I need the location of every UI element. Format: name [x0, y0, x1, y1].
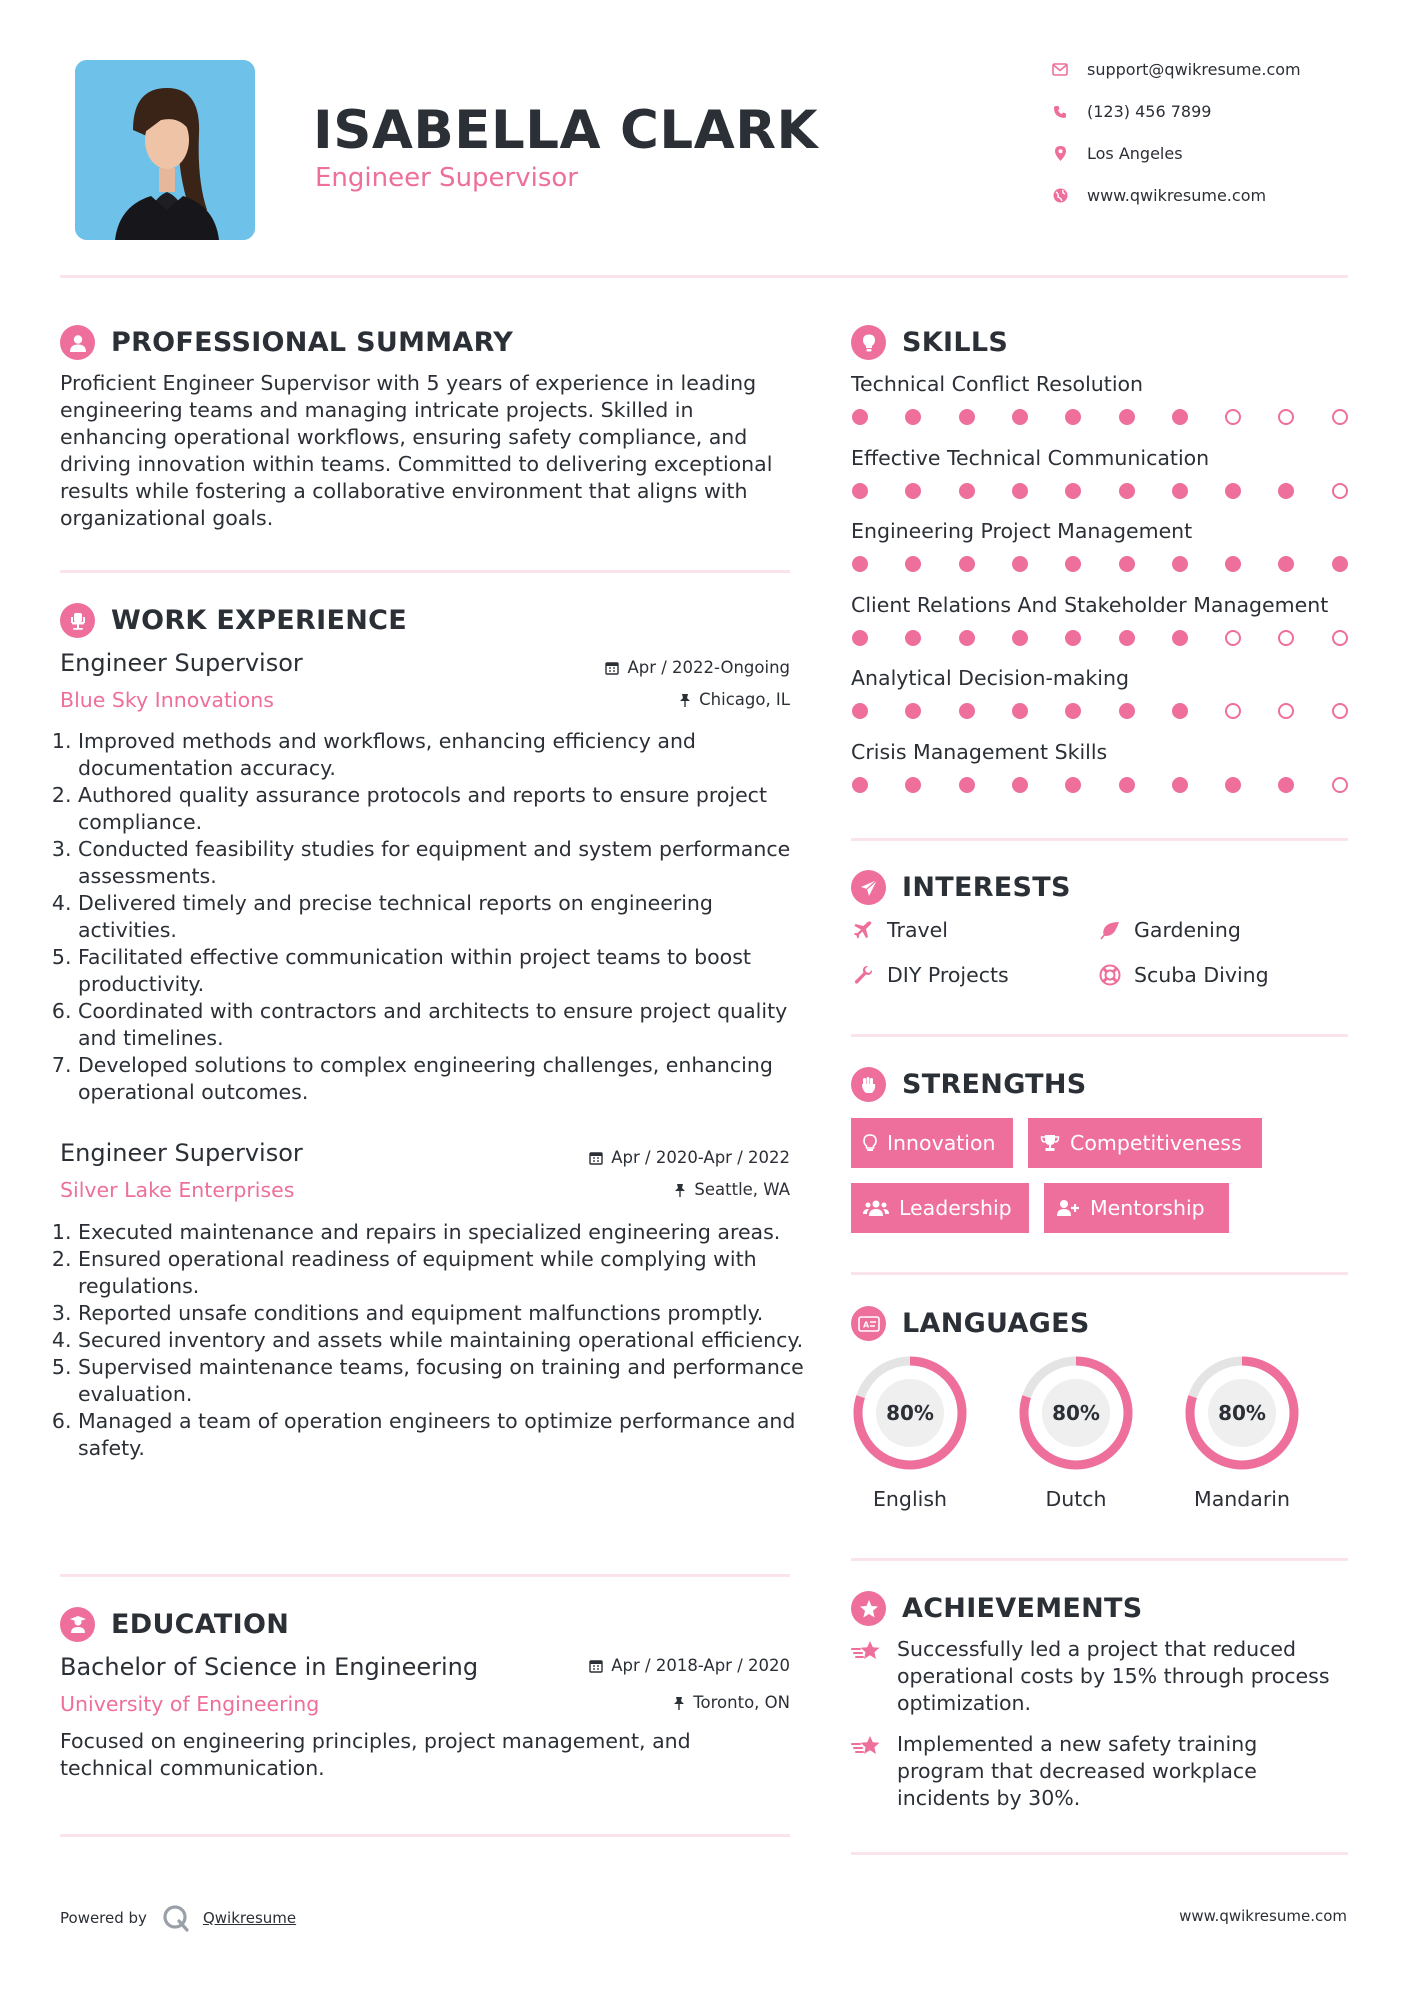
language-item: [1011, 1351, 1141, 1511]
education-title: EDUCATION: [111, 1609, 290, 1640]
rating-dot-empty: [1332, 703, 1348, 719]
skills-heading: [851, 325, 1008, 360]
contact-website-text: www.qwikresume.com: [1087, 186, 1267, 205]
interest-diy-projects: [851, 963, 1009, 987]
rating-dot-filled: [959, 483, 975, 499]
lightbulb-icon: [851, 325, 886, 360]
job-2-company: Silver Lake Enterprises: [60, 1178, 295, 1202]
rating-dot-empty: [1278, 703, 1294, 719]
rating-dot-empty: [1332, 483, 1348, 499]
education-degree: Bachelor of Science in Engineering: [60, 1653, 479, 1681]
lightbulb-icon: [863, 1134, 877, 1152]
strength-tag-competitiveness: [1028, 1118, 1262, 1168]
contact-phone-text: (123) 456 7899: [1087, 102, 1212, 121]
pushpin-icon: [674, 1183, 686, 1197]
achievement-text: Implemented a new safety training program that decreased workplace incidents by 30%.: [897, 1732, 1258, 1810]
skills-title: SKILLS: [902, 327, 1009, 358]
rating-dot-filled: [852, 777, 868, 793]
duty-item: 1. Improved methods and workflows, enhancing efficiency and documentation accuracy.: [78, 728, 818, 782]
duty-item: 6. Coordinated with contractors and architects to ensure project quality and timelines.: [78, 998, 818, 1052]
interests-divider: [851, 1034, 1348, 1037]
interest-travel: [851, 918, 948, 942]
shooting-star-icon: [851, 1636, 885, 1717]
rating-dot-filled: [1065, 703, 1081, 719]
experience-divider: [60, 1574, 790, 1577]
education-dates: [589, 1656, 790, 1675]
language-percent-label: 80%: [1052, 1401, 1100, 1425]
strength-label: Competitiveness: [1070, 1131, 1242, 1155]
footer-website[interactable]: www.qwikresume.com: [1179, 1907, 1347, 1925]
skill-name: Effective Technical Communication: [851, 445, 1210, 470]
svg-text:A: A: [862, 1320, 869, 1329]
language-card-icon: [851, 1306, 886, 1341]
experience-title: WORK EXPERIENCE: [111, 605, 407, 636]
calendar-icon: [589, 1151, 603, 1165]
skill-name: Crisis Management Skills: [851, 739, 1108, 764]
rating-dot-filled: [1278, 483, 1294, 499]
office-chair-icon: [60, 603, 95, 638]
rating-dot-filled: [852, 630, 868, 646]
strengths-heading: [851, 1067, 1087, 1102]
interest-label: DIY Projects: [887, 963, 1009, 987]
strength-tag-innovation: [851, 1118, 1013, 1168]
rating-dot-filled: [905, 777, 921, 793]
skill-rating: [852, 409, 1352, 427]
rating-dot-filled: [1172, 630, 1188, 646]
education-divider: [60, 1834, 790, 1837]
duty-item: 4. Secured inventory and assets while maintaining operational efficiency.: [78, 1327, 818, 1354]
rating-dot-empty: [1225, 630, 1241, 646]
rating-dot-filled: [1119, 556, 1135, 572]
summary-title: PROFESSIONAL SUMMARY: [111, 327, 514, 358]
rating-dot-filled: [959, 556, 975, 572]
person-portrait-icon: [75, 60, 255, 240]
skill-rating: [852, 483, 1352, 501]
rating-dot-filled: [1172, 703, 1188, 719]
header-divider: [60, 275, 1348, 278]
rating-dot-filled: [1012, 630, 1028, 646]
rating-dot-filled: [959, 777, 975, 793]
rating-dot-filled: [1012, 409, 1028, 425]
duty-item: 5. Facilitated effective communication within project teams to boost productivity.: [78, 944, 818, 998]
summary-text: Proficient Engineer Supervisor with 5 years of experience in leading engineering teams and managing intricate projects. Skilled in enhancing operational workflows, ensuring safety compliance, and driving innovation within teams. Committed to delivering exceptional results while fostering a collaborative environment that aligns with organizational goals.: [60, 371, 773, 530]
strengths-divider: [851, 1272, 1348, 1275]
rating-dot-empty: [1332, 630, 1348, 646]
rating-dot-filled: [1119, 703, 1135, 719]
fist-icon: [851, 1067, 886, 1102]
location-pin-icon: [1052, 146, 1068, 162]
duty-item: 3. Reported unsafe conditions and equipment malfunctions promptly.: [78, 1300, 818, 1327]
leaf-icon: [1098, 918, 1122, 942]
interest-scuba-diving: [1098, 963, 1269, 987]
duty-item: 4. Delivered timely and precise technical reports on engineering activities.: [78, 890, 818, 944]
plane-icon: [851, 918, 875, 942]
job-1-dates: [605, 658, 790, 677]
rating-dot-filled: [852, 483, 868, 499]
strengths-title: STRENGTHS: [902, 1069, 1087, 1100]
calendar-icon: [589, 1659, 603, 1673]
rating-dot-filled: [852, 409, 868, 425]
duty-item: 1. Executed maintenance and repairs in specialized engineering areas.: [78, 1219, 818, 1246]
interests-title: INTERESTS: [902, 872, 1071, 903]
rating-dot-filled: [1119, 483, 1135, 499]
education-location: [673, 1693, 790, 1712]
contact-phone[interactable]: [1052, 102, 1211, 121]
rating-dot-empty: [1332, 409, 1348, 425]
language-progress-ring: [848, 1351, 972, 1475]
language-item: [845, 1351, 975, 1511]
achievements-title: ACHIEVEMENTS: [902, 1593, 1143, 1624]
phone-icon: [1052, 104, 1068, 120]
rating-dot-filled: [905, 556, 921, 572]
skill-rating: [852, 703, 1352, 721]
rating-dot-filled: [1119, 777, 1135, 793]
duty-item: 2. Ensured operational readiness of equipment while complying with regulations.: [78, 1246, 818, 1300]
skill-name: Client Relations And Stakeholder Management: [851, 592, 1329, 617]
life-ring-icon: [1098, 963, 1122, 987]
languages-heading: [851, 1306, 1090, 1341]
skill-name: Engineering Project Management: [851, 519, 1193, 543]
job-1-company: Blue Sky Innovations: [60, 688, 274, 712]
education-text: Focused on engineering principles, project management, and technical communication.: [60, 1729, 691, 1780]
contact-email[interactable]: [1052, 60, 1301, 79]
rating-dot-filled: [1172, 483, 1188, 499]
achievements-divider: [851, 1852, 1348, 1855]
powered-by-text: Powered by: [60, 1909, 147, 1927]
skills-divider: [851, 838, 1348, 841]
rating-dot-filled: [959, 630, 975, 646]
education-location-text: Toronto, ON: [693, 1693, 790, 1712]
user-plus-icon: [1056, 1199, 1080, 1217]
rating-dot-filled: [1172, 556, 1188, 572]
skill-rating: [852, 777, 1352, 795]
users-icon: [863, 1199, 889, 1217]
achievement-item: [851, 1731, 1341, 1812]
pushpin-icon: [679, 693, 691, 707]
achievements-heading: [851, 1591, 1143, 1626]
language-percent-label: 80%: [886, 1401, 934, 1425]
rating-dot-filled: [1172, 777, 1188, 793]
candidate-name: ISABELLA CLARK: [313, 100, 819, 161]
education-heading: [60, 1607, 289, 1642]
rating-dot-empty: [1225, 703, 1241, 719]
rating-dot-filled: [905, 483, 921, 499]
summary-divider: [60, 570, 790, 573]
interest-label: Travel: [887, 918, 948, 942]
language-name: Dutch: [1045, 1487, 1107, 1511]
wrench-icon: [851, 963, 875, 987]
language-percent-label: 80%: [1218, 1401, 1266, 1425]
languages-title: LANGUAGES: [902, 1308, 1090, 1339]
interest-gardening: [1098, 918, 1241, 942]
job-1-location-text: Chicago, IL: [699, 690, 790, 709]
rating-dot-filled: [1225, 483, 1241, 499]
duty-item: 5. Supervised maintenance teams, focusing on training and performance evaluation.: [78, 1354, 818, 1408]
rating-dot-empty: [1278, 409, 1294, 425]
achievement-text: Successfully led a project that reduced operational costs by 15% through process optimization.: [897, 1637, 1330, 1715]
education-school: University of Engineering: [60, 1692, 320, 1716]
job-1-duties: [60, 728, 818, 1106]
job-2-title: Engineer Supervisor: [60, 1139, 303, 1167]
interest-label: Gardening: [1134, 918, 1241, 942]
rating-dot-filled: [852, 556, 868, 572]
job-2-location-text: Seattle, WA: [694, 1180, 790, 1199]
rating-dot-filled: [1012, 703, 1028, 719]
contact-website[interactable]: [1052, 186, 1266, 205]
strength-label: Leadership: [899, 1196, 1012, 1220]
skill-name: Technical Conflict Resolution: [851, 372, 1144, 396]
language-progress-ring: [1014, 1351, 1138, 1475]
rating-dot-filled: [1065, 556, 1081, 572]
contact-location-text: Los Angeles: [1087, 144, 1183, 163]
strength-label: Innovation: [887, 1131, 996, 1155]
skill-rating: [852, 556, 1352, 574]
strength-label: Mentorship: [1090, 1196, 1205, 1220]
rating-dot-filled: [1119, 409, 1135, 425]
duty-item: 7. Developed solutions to complex engineering challenges, enhancing operational outcomes.: [78, 1052, 818, 1106]
contact-location: [1052, 144, 1183, 163]
shooting-star-icon: [851, 1731, 885, 1812]
user-icon: [60, 325, 95, 360]
rating-dot-filled: [1225, 777, 1241, 793]
rating-dot-filled: [1278, 556, 1294, 572]
envelope-icon: [1052, 62, 1068, 78]
experience-heading: [60, 603, 407, 638]
job-2-dates: [589, 1148, 790, 1167]
duty-item: 3. Conducted feasibility studies for equipment and system performance assessments.: [78, 836, 818, 890]
profile-photo: [75, 60, 255, 240]
job-2-dates-text: Apr / 2020-Apr / 2022: [611, 1148, 790, 1167]
rating-dot-filled: [1278, 777, 1294, 793]
language-item: [1177, 1351, 1307, 1511]
strength-tag-mentorship: [1044, 1183, 1229, 1233]
star-badge-icon: [851, 1591, 886, 1626]
graduate-icon: [60, 1607, 95, 1642]
qwikresume-logo-icon: [161, 1903, 191, 1933]
candidate-role: Engineer Supervisor: [315, 163, 578, 193]
paper-plane-icon: [851, 870, 886, 905]
rating-dot-filled: [1065, 630, 1081, 646]
duty-item: 2. Authored quality assurance protocols and reports to ensure project compliance.: [78, 782, 818, 836]
rating-dot-filled: [905, 409, 921, 425]
job-1-location: [679, 690, 790, 709]
duty-item: 6. Managed a team of operation engineers to optimize performance and safety.: [78, 1408, 818, 1462]
job-1-title: Engineer Supervisor: [60, 649, 303, 677]
rating-dot-filled: [1332, 556, 1348, 572]
job-2-location: [674, 1180, 790, 1199]
language-progress-ring: [1180, 1351, 1304, 1475]
contact-email-text: support@qwikresume.com: [1087, 60, 1301, 79]
interests-heading: [851, 870, 1071, 905]
globe-icon: [1052, 188, 1068, 204]
skill-name: Analytical Decision-making: [851, 666, 1129, 690]
summary-heading: [60, 325, 513, 360]
rating-dot-filled: [1012, 483, 1028, 499]
rating-dot-filled: [1119, 630, 1135, 646]
rating-dot-filled: [852, 703, 868, 719]
rating-dot-filled: [959, 409, 975, 425]
skill-rating: [852, 630, 1352, 648]
trophy-icon: [1040, 1134, 1060, 1152]
rating-dot-filled: [1012, 556, 1028, 572]
rating-dot-empty: [1332, 777, 1348, 793]
calendar-icon: [605, 661, 619, 675]
rating-dot-filled: [905, 630, 921, 646]
rating-dot-empty: [1225, 409, 1241, 425]
rating-dot-filled: [1225, 556, 1241, 572]
rating-dot-filled: [959, 703, 975, 719]
rating-dot-filled: [1065, 409, 1081, 425]
rating-dot-empty: [1278, 630, 1294, 646]
footer-powered-by: [60, 1903, 296, 1933]
rating-dot-filled: [1172, 409, 1188, 425]
strength-tag-leadership: [851, 1183, 1029, 1233]
rating-dot-filled: [1012, 777, 1028, 793]
job-1-dates-text: Apr / 2022-Ongoing: [627, 658, 790, 677]
qwikresume-link[interactable]: Qwikresume: [202, 1909, 297, 1927]
rating-dot-filled: [1065, 483, 1081, 499]
pushpin-icon: [673, 1696, 685, 1710]
rating-dot-filled: [1065, 777, 1081, 793]
job-2-duties: [60, 1219, 818, 1462]
interest-label: Scuba Diving: [1134, 963, 1269, 987]
achievement-item: [851, 1636, 1341, 1717]
language-name: Mandarin: [1194, 1487, 1290, 1511]
languages-divider: [851, 1558, 1348, 1561]
rating-dot-filled: [905, 703, 921, 719]
education-dates-text: Apr / 2018-Apr / 2020: [611, 1656, 790, 1675]
language-name: English: [872, 1487, 948, 1511]
